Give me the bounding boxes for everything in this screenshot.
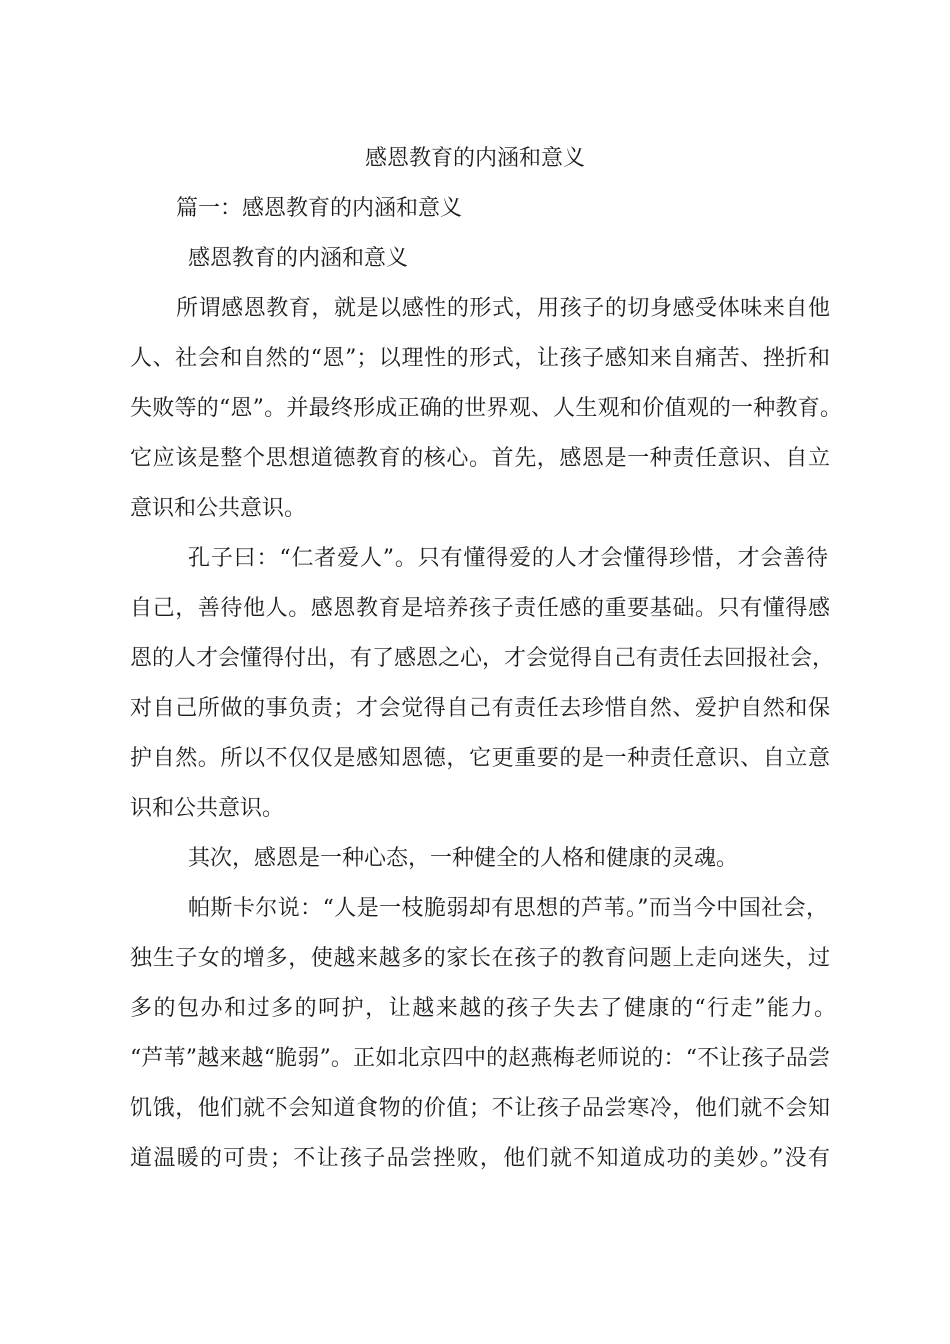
section-heading: 感恩教育的内涵和意义 — [188, 246, 409, 271]
paragraph-line: 护自然。所以不仅仅是感知恩德，它更重要的是一种责任意识、自立意 — [130, 746, 830, 771]
paragraph-line: 它应该是整个思想道德教育的核心。首先，感恩是一种责任意识、自立 — [130, 446, 830, 471]
paragraph-line: 人、社会和自然的“恩”；以理性的形式，让孩子感知来自痛苦、挫折和 — [130, 346, 830, 371]
paragraph-line: 所谓感恩教育，就是以感性的形式，用孩子的切身感受体味来自他 — [176, 296, 830, 321]
paragraph-line: 独生子女的增多，使越来越多的家长在孩子的教育问题上走向迷失，过 — [130, 946, 830, 971]
paragraph-line: 多的包办和过多的呵护，让越来越的孩子失去了健康的“行走”能力。 — [130, 996, 836, 1021]
paragraph-line: 饥饿，他们就不会知道食物的价值；不让孩子品尝寒冷，他们就不会知 — [130, 1096, 830, 1121]
document-subtitle: 篇一：感恩教育的内涵和意义 — [176, 196, 463, 221]
paragraph-line: 识和公共意识。 — [130, 796, 285, 821]
paragraph-line: “芦苇”越来越“脆弱”。正如北京四中的赵燕梅老师说的：“不让孩子品尝 — [130, 1046, 830, 1071]
paragraph-line: 对自己所做的事负责；才会觉得自己有责任去珍惜自然、爱护自然和保 — [130, 696, 830, 721]
paragraph-line: 其次，感恩是一种心态，一种健全的人格和健康的灵魂。 — [188, 846, 739, 871]
paragraph-line: 失败等的“恩”。并最终形成正确的世界观、人生观和价值观的一种教育。 — [130, 396, 842, 421]
paragraph-line: 道温暖的可贵；不让孩子品尝挫败，他们就不知道成功的美妙。”没有 — [130, 1146, 830, 1171]
paragraph-line: 意识和公共意识。 — [130, 496, 307, 521]
document-title: 感恩教育的内涵和意义 — [364, 146, 585, 171]
paragraph-line: 恩的人才会懂得付出，有了感恩之心，才会觉得自己有责任去回报社会， — [130, 646, 835, 671]
paragraph-line: 自己，善待他人。感恩教育是培养孩子责任感的重要基础。只有懂得感 — [130, 596, 830, 621]
paragraph-line: 孔子曰：“仁者爱人”。只有懂得爱的人才会懂得珍惜，才会善待 — [188, 546, 828, 571]
paragraph-line: 帕斯卡尔说：“人是一枝脆弱却有思想的芦苇。”而当今中国社会， — [188, 896, 828, 921]
